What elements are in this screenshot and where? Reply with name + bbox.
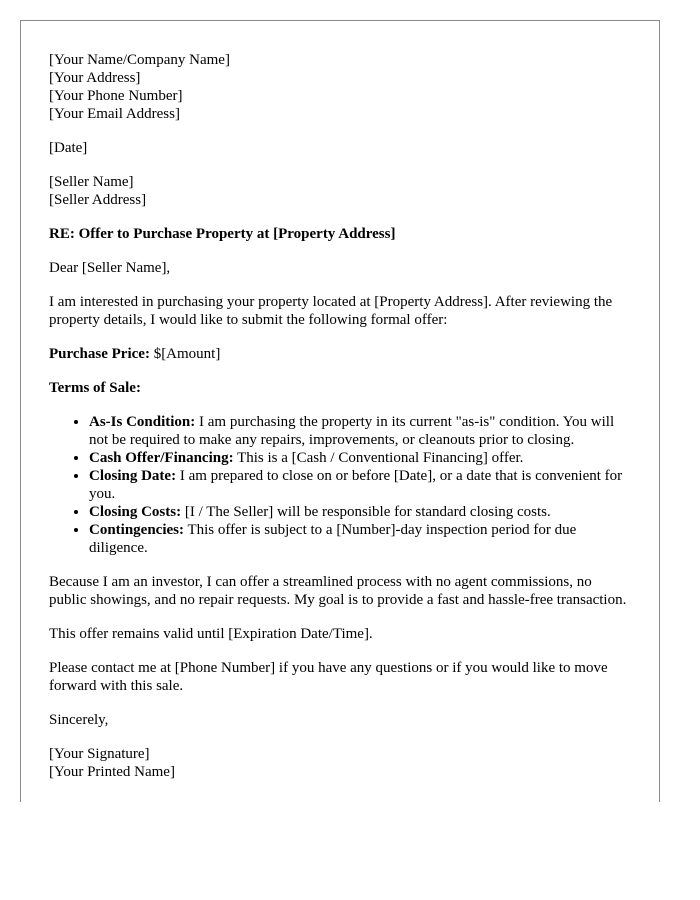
term-contingencies xyxy=(89,521,631,557)
letter-date: [Date] xyxy=(49,140,88,156)
intro-paragraph: I am interested in purchasing your property located at [Property Address]. After reviewing the property details, I would like to submit the following formal offer: xyxy=(49,294,613,328)
recipient-block xyxy=(49,173,631,209)
closing-line: Sincerely, xyxy=(49,712,109,728)
sender-block xyxy=(49,51,631,123)
sender-name: [Your Name/Company Name] xyxy=(49,52,230,68)
letter-content xyxy=(21,21,659,781)
terms-heading: Terms of Sale: xyxy=(49,380,141,396)
term-text: I am purchasing the property in its current "as-is" condition. You will not be required to make any repairs, improvements, or cleanouts prior to closing. xyxy=(89,414,615,448)
recipient-address: [Seller Address] xyxy=(49,192,147,208)
salutation: Dear [Seller Name], xyxy=(49,260,171,276)
purchase-price xyxy=(49,345,631,363)
printed-name-line: [Your Printed Name] xyxy=(49,764,175,780)
signature-block xyxy=(49,745,631,781)
validity-paragraph: This offer remains valid until [Expiration Date/Time]. xyxy=(49,626,373,642)
term-text: I am prepared to close on or before [Date], or a date that is convenient for you. xyxy=(89,468,623,502)
terms-list xyxy=(49,413,631,557)
contact-paragraph: Please contact me at [Phone Number] if you have any questions or if you would like to move forward with this sale. xyxy=(49,660,608,694)
recipient-name: [Seller Name] xyxy=(49,174,134,190)
signature-line: [Your Signature] xyxy=(49,746,150,762)
term-text: This offer is subject to a [Number]-day inspection period for due diligence. xyxy=(89,522,577,556)
term-label: Contingencies: xyxy=(89,522,184,538)
term-label: Closing Date: xyxy=(89,468,177,484)
sender-phone: [Your Phone Number] xyxy=(49,88,183,104)
sender-email: [Your Email Address] xyxy=(49,106,180,122)
term-cash-offer xyxy=(89,449,631,467)
purchase-price-label: Purchase Price: xyxy=(49,346,150,362)
investor-paragraph: Because I am an investor, I can offer a streamlined process with no agent commissions, no public showings, and no repair requests. My goal is to provide a fast and hassle-free transaction. xyxy=(49,574,627,608)
purchase-price-value: $[Amount] xyxy=(149,346,221,362)
term-label: Cash Offer/Financing: xyxy=(89,450,234,466)
subject-line: RE: Offer to Purchase Property at [Property Address] xyxy=(49,226,396,242)
term-text: This is a [Cash / Conventional Financing] offer. xyxy=(233,450,524,466)
term-text: [I / The Seller] will be responsible for standard closing costs. xyxy=(181,504,551,520)
term-label: Closing Costs: xyxy=(89,504,182,520)
term-as-is xyxy=(89,413,631,449)
term-closing-date xyxy=(89,467,631,503)
sender-address: [Your Address] xyxy=(49,70,141,86)
term-label: As-Is Condition: xyxy=(89,414,196,430)
letter-page xyxy=(20,20,660,802)
term-closing-costs xyxy=(89,503,631,521)
